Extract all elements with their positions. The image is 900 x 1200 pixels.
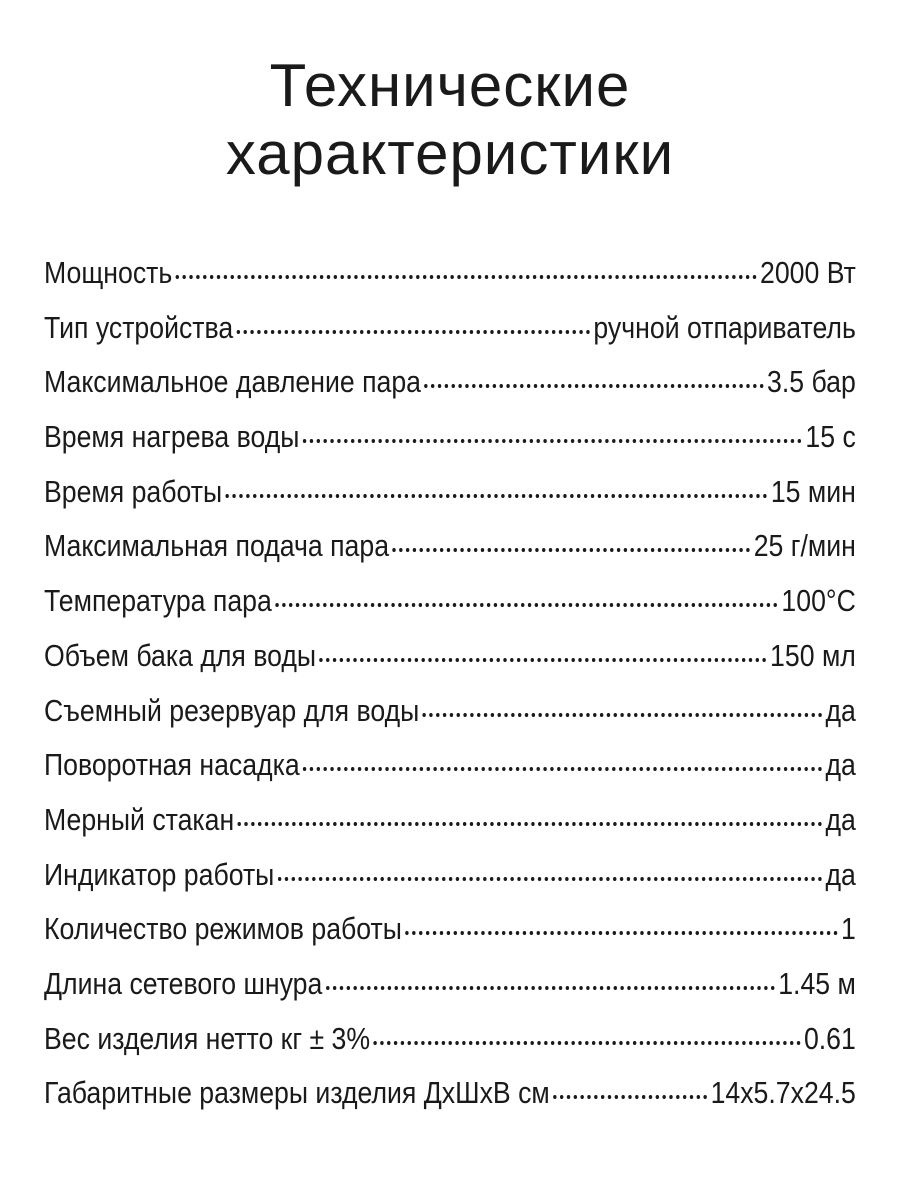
spec-value: ручной отпариватель xyxy=(593,309,856,345)
spec-label: Длина сетевого шнура xyxy=(44,965,323,1001)
spec-row-work-time xyxy=(44,465,856,520)
dot-leader xyxy=(237,330,590,334)
spec-label: Мерный стакан xyxy=(44,801,235,837)
spec-row-dimensions xyxy=(44,1066,856,1121)
spec-row-device-type xyxy=(44,301,856,356)
spec-row-indicator xyxy=(44,848,856,903)
spec-row-measuring-cup xyxy=(44,793,856,848)
spec-label: Съемный резервуар для воды xyxy=(44,692,420,728)
page-title xyxy=(0,52,900,188)
spec-value: 1 xyxy=(841,911,856,947)
spec-label: Тип устройства xyxy=(44,309,234,345)
spec-row-tank-volume xyxy=(44,629,856,684)
spec-value: 2000 Вт xyxy=(760,255,856,290)
spec-value: 15 с xyxy=(805,419,856,455)
spec-label: Максимальная подача пара xyxy=(44,528,390,564)
spec-label: Вес изделия нетто кг ± 3% xyxy=(44,1020,371,1056)
dot-leader xyxy=(176,275,757,279)
dot-leader xyxy=(374,1041,801,1045)
spec-value: 15 мин xyxy=(770,473,856,509)
dot-leader xyxy=(553,1095,707,1099)
dot-leader xyxy=(303,767,822,771)
title-line-2: характеристики xyxy=(225,120,675,187)
dot-leader xyxy=(278,877,822,881)
spec-label: Индикатор работы xyxy=(44,856,275,892)
spec-label: Максимальное давление пара xyxy=(44,364,421,400)
spec-value: 3.5 бар xyxy=(767,364,856,400)
spec-label: Время работы xyxy=(44,473,223,509)
title-line-1: Технические xyxy=(269,52,631,119)
spec-value: 1.45 м xyxy=(778,965,856,1001)
spec-value: да xyxy=(825,801,856,837)
spec-label: Количество режимов работы xyxy=(44,911,402,947)
spec-row-cord-length xyxy=(44,957,856,1012)
spec-row-heat-time xyxy=(44,410,856,465)
spec-row-net-weight xyxy=(44,1012,856,1067)
spec-list xyxy=(44,246,856,1121)
spec-label: Мощность xyxy=(44,255,173,290)
spec-row-removable-tank xyxy=(44,684,856,739)
spec-label: Поворотная насадка xyxy=(44,747,300,783)
spec-value: да xyxy=(825,856,856,892)
spec-value: 100°С xyxy=(781,583,856,619)
dot-leader xyxy=(424,384,763,388)
spec-label: Габаритные размеры изделия ДхШхВ см xyxy=(44,1075,550,1111)
spec-value: 150 мл xyxy=(770,637,856,673)
spec-row-power xyxy=(44,246,856,301)
dot-leader xyxy=(320,658,767,662)
spec-value: 14x5.7x24.5 xyxy=(710,1075,856,1111)
spec-label: Время нагрева воды xyxy=(44,419,300,455)
dot-leader xyxy=(423,713,822,717)
dot-leader xyxy=(238,822,822,826)
spec-row-steam-temp xyxy=(44,574,856,629)
dot-leader xyxy=(226,494,768,498)
dot-leader xyxy=(392,548,750,552)
spec-row-rotating-nozzle xyxy=(44,738,856,793)
spec-row-max-pressure xyxy=(44,355,856,410)
spec-row-steam-output xyxy=(44,519,856,574)
spec-value: 0.61 xyxy=(803,1020,856,1056)
spec-value: 25 г/мин xyxy=(753,528,856,564)
spec-value: да xyxy=(825,692,856,728)
dot-leader xyxy=(405,931,837,935)
dot-leader xyxy=(303,439,802,443)
dot-leader xyxy=(326,986,775,990)
spec-value: да xyxy=(825,747,856,783)
spec-label: Объем бака для воды xyxy=(44,637,317,673)
spec-label: Температура пара xyxy=(44,583,272,619)
dot-leader xyxy=(275,603,778,607)
spec-row-modes xyxy=(44,902,856,957)
